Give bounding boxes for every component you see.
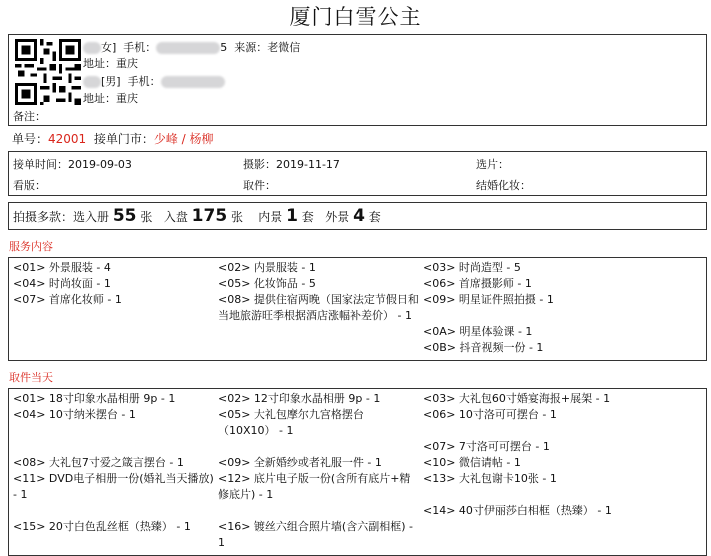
list-item: [218, 439, 423, 455]
groom-address: 地址：重庆: [83, 92, 138, 105]
list-item: <13> 大礼包谢卡10张 - 1: [423, 472, 557, 485]
bride-address: 地址：重庆: [83, 57, 138, 70]
list-item: [13, 439, 218, 455]
view-date: 看版：: [13, 179, 46, 192]
order-time: 接单时间：2019-09-03: [13, 158, 132, 171]
list-item: <01> 外景服装 - 4: [13, 261, 111, 274]
services-list: [8, 257, 707, 361]
bride-phone-label: 手机：: [123, 41, 157, 54]
list-item: <09> 全新婚纱或者礼服一件 - 1: [218, 456, 382, 469]
list-item: <0B> 抖音视频一份 - 1: [423, 341, 544, 354]
list-item: <01> 18寸印象水晶相册 9p - 1: [13, 392, 176, 405]
pick-date: 选片：: [476, 158, 509, 171]
list-item: [13, 324, 218, 340]
list-item: [218, 324, 423, 340]
album-count: 55: [112, 206, 137, 226]
list-item: [13, 503, 218, 519]
list-item: [423, 519, 702, 551]
redacted-phone: [156, 42, 220, 54]
list-item: <16> 镀丝六组合照片墙(含六副相框) - 1: [218, 520, 413, 549]
list-item: <06> 10寸洛可可摆台 - 1: [423, 408, 557, 421]
bride-line: 女] 手机： 5 来源：老微信: [83, 39, 300, 55]
store-staff: 少峰 / 杨柳: [153, 132, 214, 146]
pickup-date: 取件：: [243, 179, 276, 192]
list-item: <12> 底片电子版一份(含所有底片+精修底片) - 1: [218, 472, 411, 501]
list-item: <14> 40寸伊丽莎白相框（热臻） - 1: [423, 504, 612, 517]
list-item: <10> 微信请帖 - 1: [423, 456, 521, 469]
list-item: <05> 大礼包摩尔九宫格摆台（10X10） - 1: [218, 408, 364, 437]
disc-count: 175: [191, 206, 228, 226]
list-item: <0A> 明星体验课 - 1: [423, 325, 533, 338]
list-item: <04> 时尚妆面 - 1: [13, 277, 111, 290]
groom-phone-label: 手机：: [127, 75, 161, 88]
customer-info: [8, 34, 707, 126]
shoot-date: 摄影：2019-11-17: [243, 158, 340, 171]
list-item: <02> 12寸印象水晶相册 9p - 1: [218, 392, 381, 405]
shooting-summary: 拍摄多款：选入册 55 张 入盘 175 张 内景 1 套 外景 4 套: [8, 202, 707, 230]
order-line: 单号：42001 接单门市：少峰 / 杨柳: [12, 132, 214, 146]
list-item: [218, 503, 423, 519]
list-item: <05> 化妆饰品 - 5: [218, 277, 316, 290]
list-item: <02> 内景服装 - 1: [218, 261, 316, 274]
services-heading: 服务内容: [9, 240, 53, 253]
outdoor-count: 4: [353, 206, 365, 226]
redacted-name: [83, 76, 101, 88]
list-item: <06> 首席摄影师 - 1: [423, 277, 532, 290]
source: 来源：老微信: [234, 41, 301, 54]
remark: 备注：: [13, 110, 46, 123]
page-title: 厦门白雪公主: [289, 5, 422, 29]
redacted-phone: [161, 76, 225, 88]
order-number: 42001: [48, 132, 87, 146]
list-item: <09> 明星证件照拍摄 - 1: [423, 293, 554, 306]
list-item: [218, 340, 423, 356]
list-item: <08> 大礼包7寸爱之箴言摆台 - 1: [13, 456, 184, 469]
redacted-name: [83, 42, 101, 54]
list-item: [13, 340, 218, 356]
list-item: <04> 10寸纳米摆台 - 1: [13, 408, 136, 421]
schedule-box: [8, 151, 707, 196]
list-item: <07> 首席化妆师 - 1: [13, 293, 122, 306]
list-item: <03> 大礼包60寸婚宴海报+展架 - 1: [423, 392, 611, 405]
makeup-date: 结婚化妆：: [476, 179, 531, 192]
list-item: <15> 20寸白色乱丝框（热臻） - 1: [13, 520, 191, 533]
list-item: <07> 7寸洛可可摆台 - 1: [423, 440, 550, 453]
list-item: <11> DVD电子相册一份(婚礼当天播放) - 1: [13, 472, 214, 501]
indoor-count: 1: [286, 206, 298, 226]
list-item: <08> 提供住宿两晚（国家法定节假日和当地旅游旺季根据酒店涨幅补差价） - 1: [218, 293, 419, 322]
list-item: <03> 时尚造型 - 5: [423, 261, 521, 274]
pickup-heading: 取件当天: [9, 371, 53, 384]
pickup-list: [8, 388, 707, 556]
qr-code-image: [15, 39, 81, 105]
groom-line: [男] 手机：: [83, 73, 225, 89]
